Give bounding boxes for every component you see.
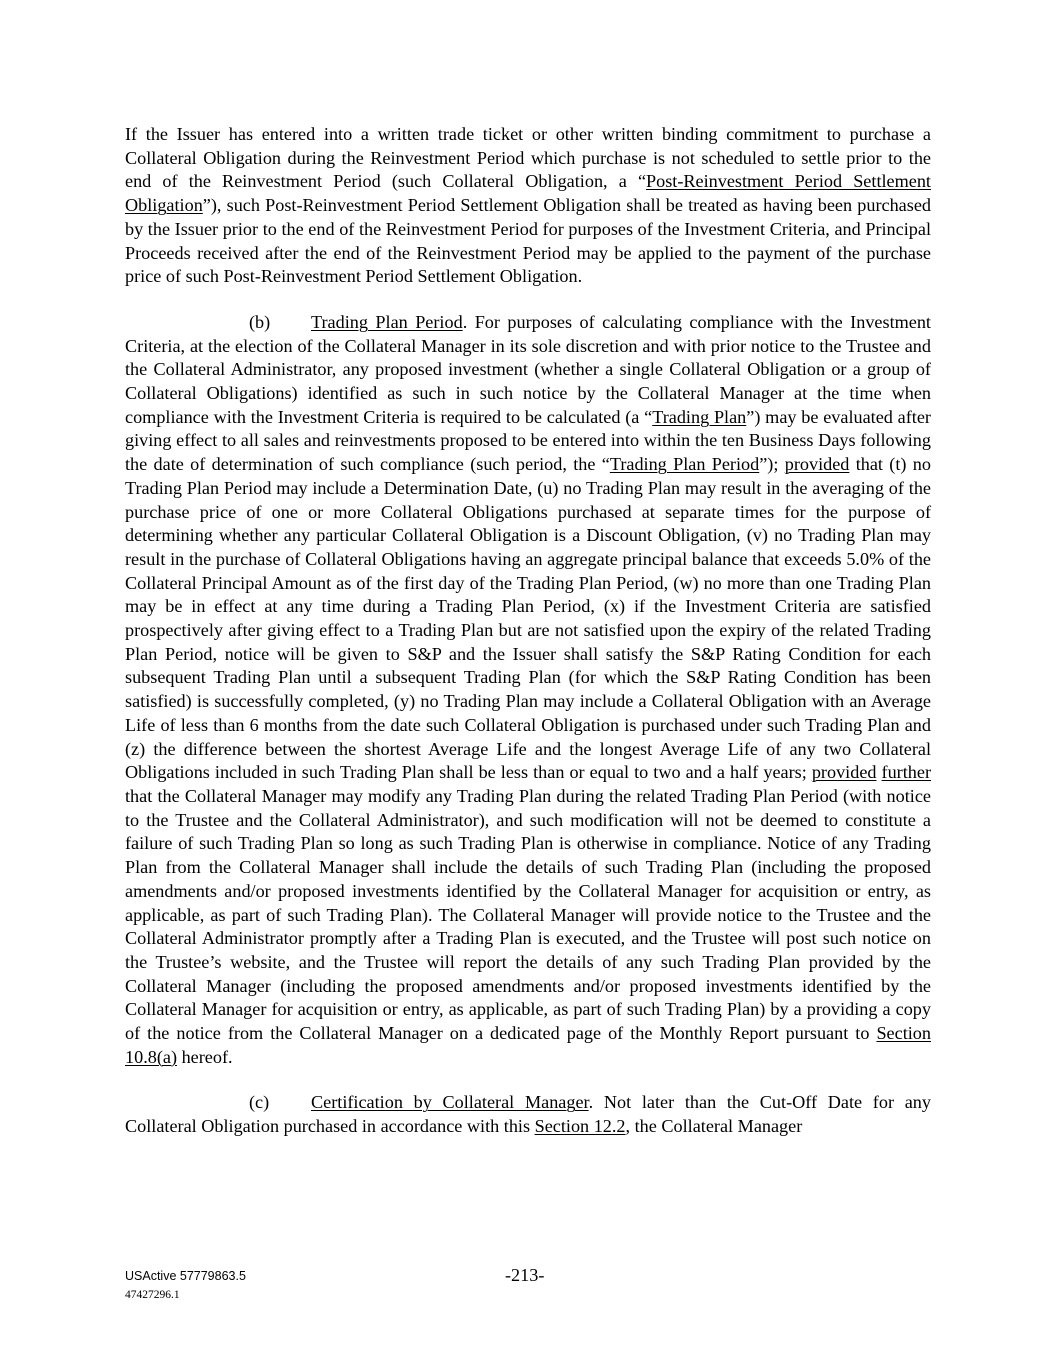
text-run: If the Issuer has entered into a written trade ticket or other written binding commitment to purchase a Collateral Obligation during the Reinvestment Period which purchase is not scheduled to settle prior to the end of the Reinvestment Period (such Collateral Obligation, a “ (125, 124, 931, 192)
emphasis-provided: provided (811, 762, 877, 783)
text-run: . Not later than the Cut-Off Date for any Collateral Obligation purchased in accordance with this (125, 1092, 931, 1137)
text-run: , the Collateral Manager (625, 1116, 803, 1137)
text-run: ”); (759, 454, 785, 475)
text-run: ”), such Post-Reinvestment Period Settlement Obligation shall be treated as having been purchased by the Issuer prior to the end of the Reinvestment Period for purposes of the Investment Criteria, and Principal Proceeds received after the end of the Reinvestment Period may be applied to the payment of the purchase price of such Post-Reinvestment Period Settlement Obligation. (125, 195, 931, 287)
text-run: hereof. (177, 1046, 233, 1067)
section-heading-certification-by-collateral-manager: Certification by Collateral Manager (311, 1092, 589, 1113)
text-run: ”) may be evaluated after giving effect to all sales and reinvestments proposed to be entered into within the ten Business Days following the date of determination of such compliance (such period, the “ (125, 406, 931, 475)
text-run: . For purposes of calculating compliance with the Investment Criteria, at the election of the Collateral Manager in its sole discretion and with prior notice to the Trustee and the Collateral Administrator, any proposed investment (whether a single Collateral Obligation or a group of Collateral Obligations) identified as such in such notice by the Collateral Manager at the time when compliance with the Investment Criteria is required to be calculated (a “ (125, 311, 931, 427)
emphasis-further: further (881, 762, 932, 783)
paragraph-trading-plan-period (125, 311, 931, 1070)
page-number: -213- (505, 1265, 545, 1285)
emphasis-provided: provided (784, 454, 850, 475)
defined-term-trading-plan: Trading Plan (652, 406, 747, 427)
defined-term-post-reinvestment-period-settlement-obligation: Post-Reinvestment Period Settlement Obligation (125, 171, 931, 216)
section-heading-trading-plan-period: Trading Plan Period (311, 311, 463, 332)
text-run: that the Collateral Manager may modify any Trading Plan during the related Trading Plan Period (with notice to the Trustee and the Collateral Administrator), and such modification will not be deemed to constitute a failure of such Trading Plan so long as such Trading Plan is otherwise in compliance. Notice of any Trading Plan from the Collateral Manager shall include the details of such Trading Plan (including the proposed amendments and/or proposed investments identified by the Collateral Manager for acquisition or entry, as applicable, as part of such Trading Plan). The Collateral Manager will provide notice to the Trustee and the Collateral Administrator promptly after a Trading Plan is executed, and the Trustee will post such notice on the Trustee’s website, and the Trustee will report the details of any such Trading Plan provided by the Collateral Manager (including the proposed amendments and/or proposed investments identified by the Collateral Manager for acquisition or entry, as applicable, as part of such Trading Plan) by a providing a copy of the notice from the Collateral Manager on a dedicated page of the Monthly Report pursuant to (125, 785, 931, 1044)
footer-document-id: USActive 57779863.5 (125, 1269, 246, 1283)
paragraph-post-reinvestment (125, 123, 931, 289)
section-enumerator-c: (c) (249, 1092, 270, 1113)
text-run: that (t) no Trading Plan Period may include a Determination Date, (u) no Trading Plan may result in the averaging of the purchase price of one or more Collateral Obligations purchased at separate times for the purpose of determining whether any particular Collateral Obligation is a Discount Obligation, (v) no Trading Plan may result in the purchase of Collateral Obligations having an aggregate principal balance that exceeds 5.0% of the Collateral Principal Amount as of the first day of the Trading Plan Period, (w) no more than one Trading Plan may be in effect at any time during a Trading Plan Period, (x) if the Investment Criteria are satisfied prospectively after giving effect to a Trading Plan but are not satisfied upon the expiry of the related Trading Plan Period, notice will be given to S&P and the Issuer shall satisfy the S&P Rating Condition for each subsequent Trading Plan until a subsequent Trading Plan (for which the S&P Rating Condition has been satisfied) is successfully completed, (y) no Trading Plan may include a Collateral Obligation with an Average Life of less than 6 months from the date such Collateral Obligation is purchased under such Trading Plan and (z) the difference between the shortest Average Life and the longest Average Life of any two Collateral Obligations included in such Trading Plan shall be less than or equal to two and a half years; (125, 454, 931, 783)
body-text (125, 123, 931, 1139)
cross-reference-section-12-2: Section 12.2 (534, 1116, 626, 1137)
paragraph-certification (125, 1091, 931, 1138)
defined-term-trading-plan-period: Trading Plan Period (609, 454, 760, 475)
cross-reference-section-10-8-a: Section 10.8(a) (125, 1023, 931, 1067)
footer-document-id-secondary: 47427296.1 (125, 1289, 180, 1301)
section-enumerator-b: (b) (249, 311, 271, 332)
